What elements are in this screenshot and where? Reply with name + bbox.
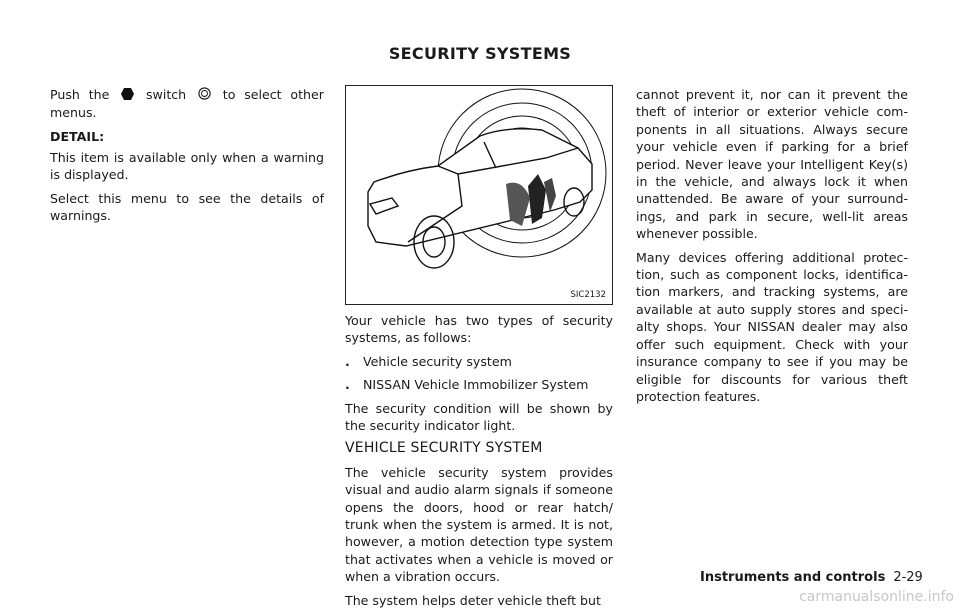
theft-paragraph: cannot prevent it, nor can it prevent the theft of interior or exterior vehicle com- ponents in all situations. Always secure your vehicle even if parking for a brief period. Never leave your Intelligent Key(s) in the vehicle, and always lock it when unattended. Be aware of your surround- ings, and park in secure, well-lit areas whenever possible.: [636, 87, 908, 242]
list-item: . Vehicle security system: [345, 353, 512, 369]
list-item: . NISSAN Vehicle Immobilizer System: [345, 377, 589, 393]
menu-switch-icon: [121, 87, 134, 104]
bullet-icon: .: [345, 377, 350, 393]
page-footer: [700, 570, 923, 585]
vss-paragraph-2: The system helps deter vehicle theft but: [345, 592, 601, 608]
ok-switch-icon: [198, 87, 211, 104]
column-left: [50, 86, 324, 231]
detail-text: This item is available only when a warning is displayed.: [50, 150, 324, 183]
car-security-radar-icon: [346, 86, 612, 304]
select-text: Select this menu to see the details of warnings.: [50, 190, 324, 224]
section-heading: VEHICLE SECURITY SYSTEM: [345, 440, 543, 457]
footer-section: Instruments and controls: [700, 570, 886, 585]
column-right: [636, 86, 908, 411]
push-switch-paragraph: Push the switch to select other menus.: [50, 87, 324, 121]
detail-heading: DETAIL:: [50, 128, 105, 144]
page-title: SECURITY SYSTEMS: [388, 44, 572, 63]
vss-paragraph-1: The vehicle security system provides visual and audio alarm signals if someone opens the doors, hood or rear hatch/ trunk when the system is armed. It is not, however, a motion detection type system that activates when a vehicle is moved or when a vibration occurs.: [345, 464, 613, 585]
page-number: 2-29: [893, 570, 923, 585]
figure-label: SIC2132: [570, 290, 606, 300]
watermark: carmanualsonline.info: [799, 589, 954, 605]
devices-paragraph: Many devices offering additional protec- tion, such as component locks, identifica- tion markers, and tracking systems, are available at auto supply stores and speci- alty shops. Your NISSAN dealer may also offer such equipment. Check with your insurance company to see if you may be eligible for discounts for various theft protection features.: [636, 249, 908, 404]
column-middle: [345, 312, 613, 615]
security-figure: [345, 85, 613, 305]
bullet-icon: .: [345, 353, 350, 369]
condition-text: The security condition will be shown by the security indicator light.: [345, 400, 613, 434]
intro-text: Your vehicle has two types of security systems, as follows:: [345, 313, 613, 346]
